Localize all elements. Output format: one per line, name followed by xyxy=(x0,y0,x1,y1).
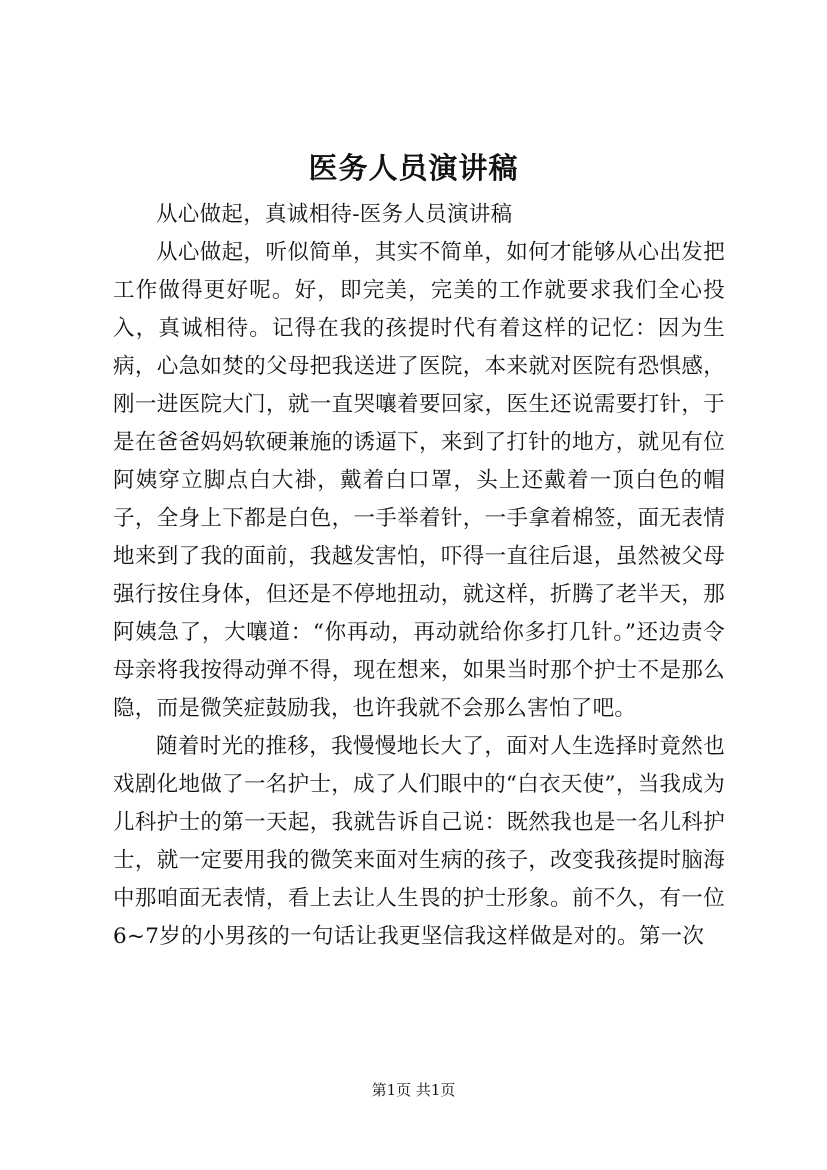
subtitle-paragraph: 从心做起，真诚相待-医务人员演讲稿 xyxy=(156,202,513,227)
document-body xyxy=(113,196,725,956)
body-paragraph: 从心做起，听似简单，其实不简单，如何才能够从心出发把工作做得更好呢。好，即完美，完美的工作就要求我们全心投入，真诚相待。记得在我的孩提时代有着这样的记忆：因为生病，心急如焚的父母把我送进了医院，本来就对医院有恐惧感，刚一进医院大门，就一直哭嚷着要回家，医生还说需要打针，于是在爸爸妈妈软硬兼施的诱逼下，来到了打针的地方，就见有位阿姨穿立脚点白大褂，戴着白口罩，头上还戴着一顶白色的帽子，全身上下都是白色，一手举着针，一手拿着棉签，面无表情地来到了我的面前，我越发害怕，吓得一直往后退，虽然被父母强行按住身体，但还是不停地扭动，就这样，折腾了老半天，那阿姨急了，大嚷道：“你再动，再动就给你多打几针。”还边责令母亲将我按得动弹不得，现在想来，如果当时那个护士不是那么隐，而是微笑症鼓励我，也许我就不会那么害怕了吧。 xyxy=(113,240,725,721)
body-paragraph: 随着时光的推移，我慢慢地长大了，面对人生选择时竟然也戏剧化地做了一名护士，成了人们眼中的“白衣天使”，当我成为儿科护士的第一天起，我就告诉自己说：既然我也是一名儿科护士，就一定要用我的微笑来面对生病的孩子，改变我孩提时脑海中那咱面无表情，看上去让人生畏的护士形象。前不久，有一位6~7岁的小男孩的一句话让我更坚信我这样做是对的。第一次 xyxy=(113,734,725,949)
document-title: 医务人员演讲稿 xyxy=(308,151,519,185)
page-footer: 第1页 共1页 xyxy=(371,1081,456,1099)
